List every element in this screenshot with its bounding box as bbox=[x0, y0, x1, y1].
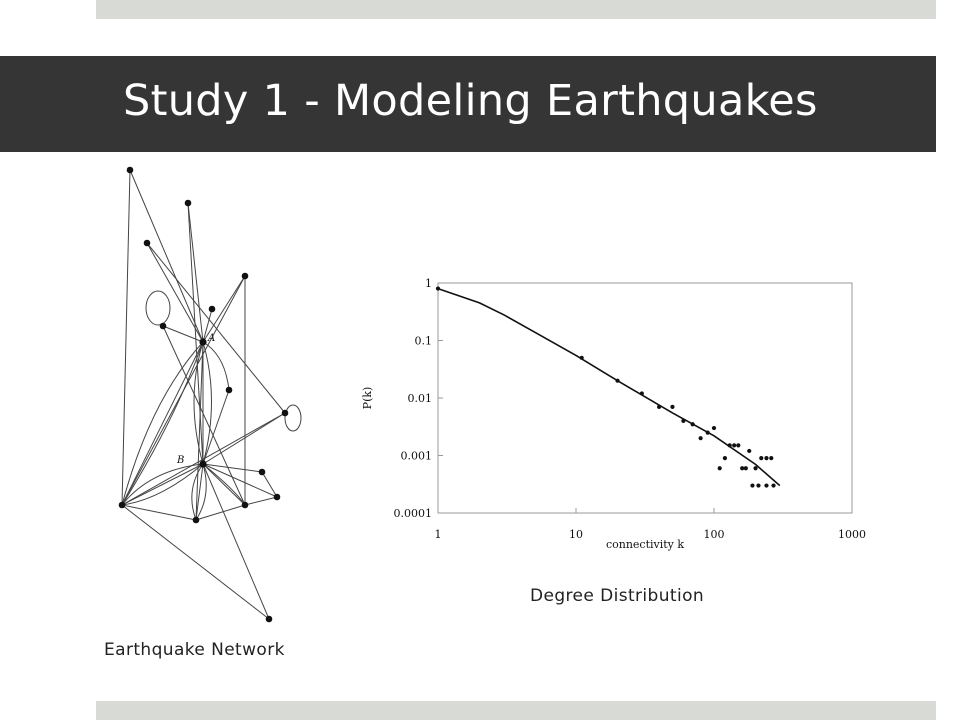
x-tick-label: 100 bbox=[703, 528, 725, 541]
network-edge bbox=[147, 243, 203, 342]
y-axis-label: P(k) bbox=[361, 386, 374, 410]
data-point bbox=[615, 379, 619, 383]
data-point bbox=[580, 356, 584, 360]
data-point bbox=[706, 431, 710, 435]
data-point bbox=[670, 405, 674, 409]
network-edge bbox=[188, 203, 203, 342]
network-node bbox=[185, 200, 192, 207]
data-point bbox=[699, 436, 703, 440]
earthquake-network-caption: Earthquake Network bbox=[104, 640, 285, 660]
network-edge bbox=[130, 170, 203, 342]
network-node bbox=[160, 323, 167, 330]
degree-distribution-chart bbox=[360, 268, 880, 560]
y-tick-label: 0.001 bbox=[400, 449, 432, 463]
network-edge bbox=[122, 170, 130, 505]
data-point bbox=[744, 466, 748, 470]
node-label-b: B bbox=[177, 455, 185, 466]
network-node bbox=[144, 240, 151, 247]
self-loop bbox=[285, 405, 301, 431]
data-point bbox=[771, 483, 775, 487]
y-tick-label: 0.0001 bbox=[393, 507, 432, 520]
network-node bbox=[282, 410, 289, 417]
network-node bbox=[274, 494, 281, 501]
data-point bbox=[747, 449, 751, 453]
data-point bbox=[681, 419, 685, 423]
bottom-accent-bar bbox=[96, 701, 936, 720]
network-node bbox=[193, 517, 200, 524]
network-edge bbox=[203, 464, 245, 505]
data-point bbox=[764, 456, 768, 460]
data-point bbox=[723, 456, 727, 460]
data-point bbox=[728, 443, 732, 447]
fit-line bbox=[438, 289, 780, 486]
x-tick-label: 1 bbox=[434, 528, 442, 541]
y-tick-label: 0.01 bbox=[407, 392, 432, 405]
network-node bbox=[242, 502, 249, 509]
data-point bbox=[750, 483, 754, 487]
network-node bbox=[127, 167, 134, 174]
data-point bbox=[759, 456, 763, 460]
degree-distribution-caption: Degree Distribution bbox=[530, 586, 705, 606]
network-node bbox=[209, 306, 216, 313]
data-point bbox=[718, 466, 722, 470]
network-edge bbox=[122, 505, 196, 520]
network-edge bbox=[203, 342, 212, 464]
network-edge bbox=[122, 342, 203, 505]
data-point bbox=[640, 391, 644, 395]
data-point bbox=[740, 466, 744, 470]
network-edge bbox=[203, 413, 285, 464]
data-point bbox=[764, 483, 768, 487]
data-point bbox=[691, 422, 695, 426]
data-point bbox=[657, 405, 661, 409]
data-point bbox=[732, 443, 736, 447]
network-node bbox=[259, 469, 266, 476]
top-accent-bar bbox=[96, 0, 936, 19]
network-edge bbox=[203, 390, 229, 464]
network-node-a bbox=[199, 338, 206, 345]
x-axis-label: connectivity k bbox=[605, 538, 685, 551]
network-node-b bbox=[199, 460, 206, 467]
data-point bbox=[753, 466, 757, 470]
x-tick-label: 10 bbox=[569, 528, 583, 541]
network-edge bbox=[245, 497, 277, 505]
y-tick-label: 1 bbox=[425, 277, 432, 290]
y-tick-label: 0.1 bbox=[414, 334, 432, 348]
data-point bbox=[756, 483, 760, 487]
node-label-a: A bbox=[208, 333, 216, 344]
data-point bbox=[436, 286, 440, 290]
plot-frame bbox=[438, 283, 852, 513]
network-node bbox=[266, 616, 273, 623]
data-point bbox=[712, 426, 716, 430]
data-point bbox=[769, 456, 773, 460]
x-tick-label: 1000 bbox=[838, 528, 866, 541]
slide-title: Study 1 - Modeling Earthquakes bbox=[123, 76, 818, 126]
network-edge bbox=[203, 464, 269, 619]
earthquake-network-diagram bbox=[110, 160, 310, 625]
network-edge bbox=[203, 342, 229, 390]
network-node bbox=[119, 502, 126, 509]
self-loop bbox=[146, 291, 170, 325]
network-node bbox=[242, 273, 249, 280]
data-point bbox=[736, 443, 740, 447]
network-edge bbox=[196, 505, 245, 520]
network-node bbox=[226, 387, 233, 394]
